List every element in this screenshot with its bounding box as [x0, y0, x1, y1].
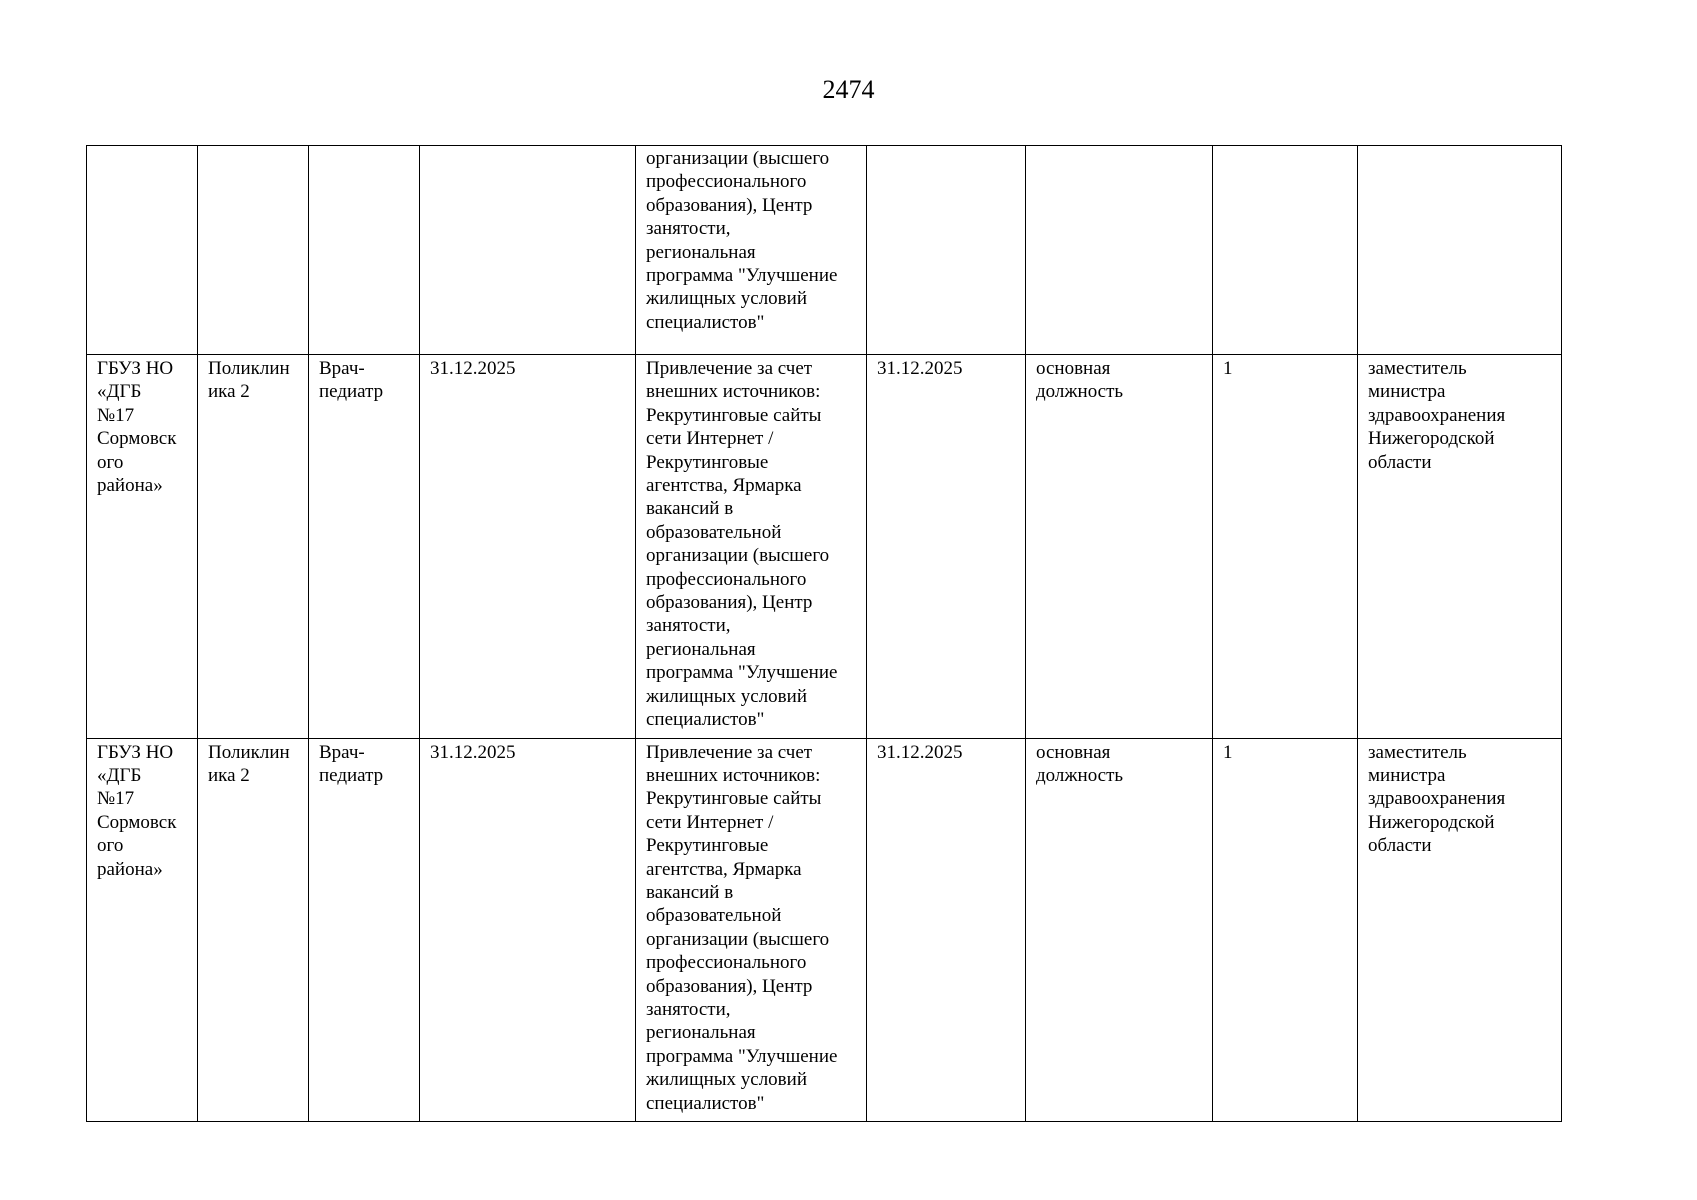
cell-measures: Привлечение за счет внешних источников: Рекрутинговые сайты сети Интернет / Рекрутинговые агентства, Ярмарка вакансий в образовательной организации (высшего профессионального образования), Центр занятости, региональная программа "Улучшение жилищных условий специалистов"	[636, 355, 867, 739]
cell-department: Поликлин ика 2	[198, 355, 309, 739]
cell-department	[198, 146, 309, 355]
table-row	[87, 738, 1562, 1122]
cell-responsible	[1358, 146, 1562, 355]
cell-measures: организации (высшего профессионального образования), Центр занятости, региональная программа "Улучшение жилищных условий специалистов"	[636, 146, 867, 355]
table-row-continuation	[87, 146, 1562, 355]
cell-deadline	[867, 146, 1026, 355]
data-table	[86, 145, 1562, 1122]
cell-deadline: 31.12.2025	[867, 355, 1026, 739]
cell-count: 1	[1213, 355, 1358, 739]
cell-count: 1	[1213, 738, 1358, 1122]
cell-measures: Привлечение за счет внешних источников: Рекрутинговые сайты сети Интернет / Рекрутинговые агентства, Ярмарка вакансий в образовательной организации (высшего профессионального образования), Центр занятости, региональная программа "Улучшение жилищных условий специалистов"	[636, 738, 867, 1122]
cell-position: Врач- педиатр	[309, 355, 420, 739]
cell-count	[1213, 146, 1358, 355]
cell-date: 31.12.2025	[420, 355, 636, 739]
table-row	[87, 355, 1562, 739]
cell-responsible: заместитель министра здравоохранения Нижегородской области	[1358, 355, 1562, 739]
page-number: 2474	[822, 75, 875, 104]
cell-employment-type	[1026, 146, 1213, 355]
cell-responsible: заместитель министра здравоохранения Нижегородской области	[1358, 738, 1562, 1122]
cell-department: Поликлин ика 2	[198, 738, 309, 1122]
cell-employment-type: основная должность	[1026, 355, 1213, 739]
cell-date	[420, 146, 636, 355]
cell-organization	[87, 146, 198, 355]
cell-position	[309, 146, 420, 355]
cell-organization: ГБУЗ НО «ДГБ №17 Сормовск ого района»	[87, 355, 198, 739]
cell-organization: ГБУЗ НО «ДГБ №17 Сормовск ого района»	[87, 738, 198, 1122]
cell-date: 31.12.2025	[420, 738, 636, 1122]
cell-deadline: 31.12.2025	[867, 738, 1026, 1122]
cell-employment-type: основная должность	[1026, 738, 1213, 1122]
cell-position: Врач- педиатр	[309, 738, 420, 1122]
